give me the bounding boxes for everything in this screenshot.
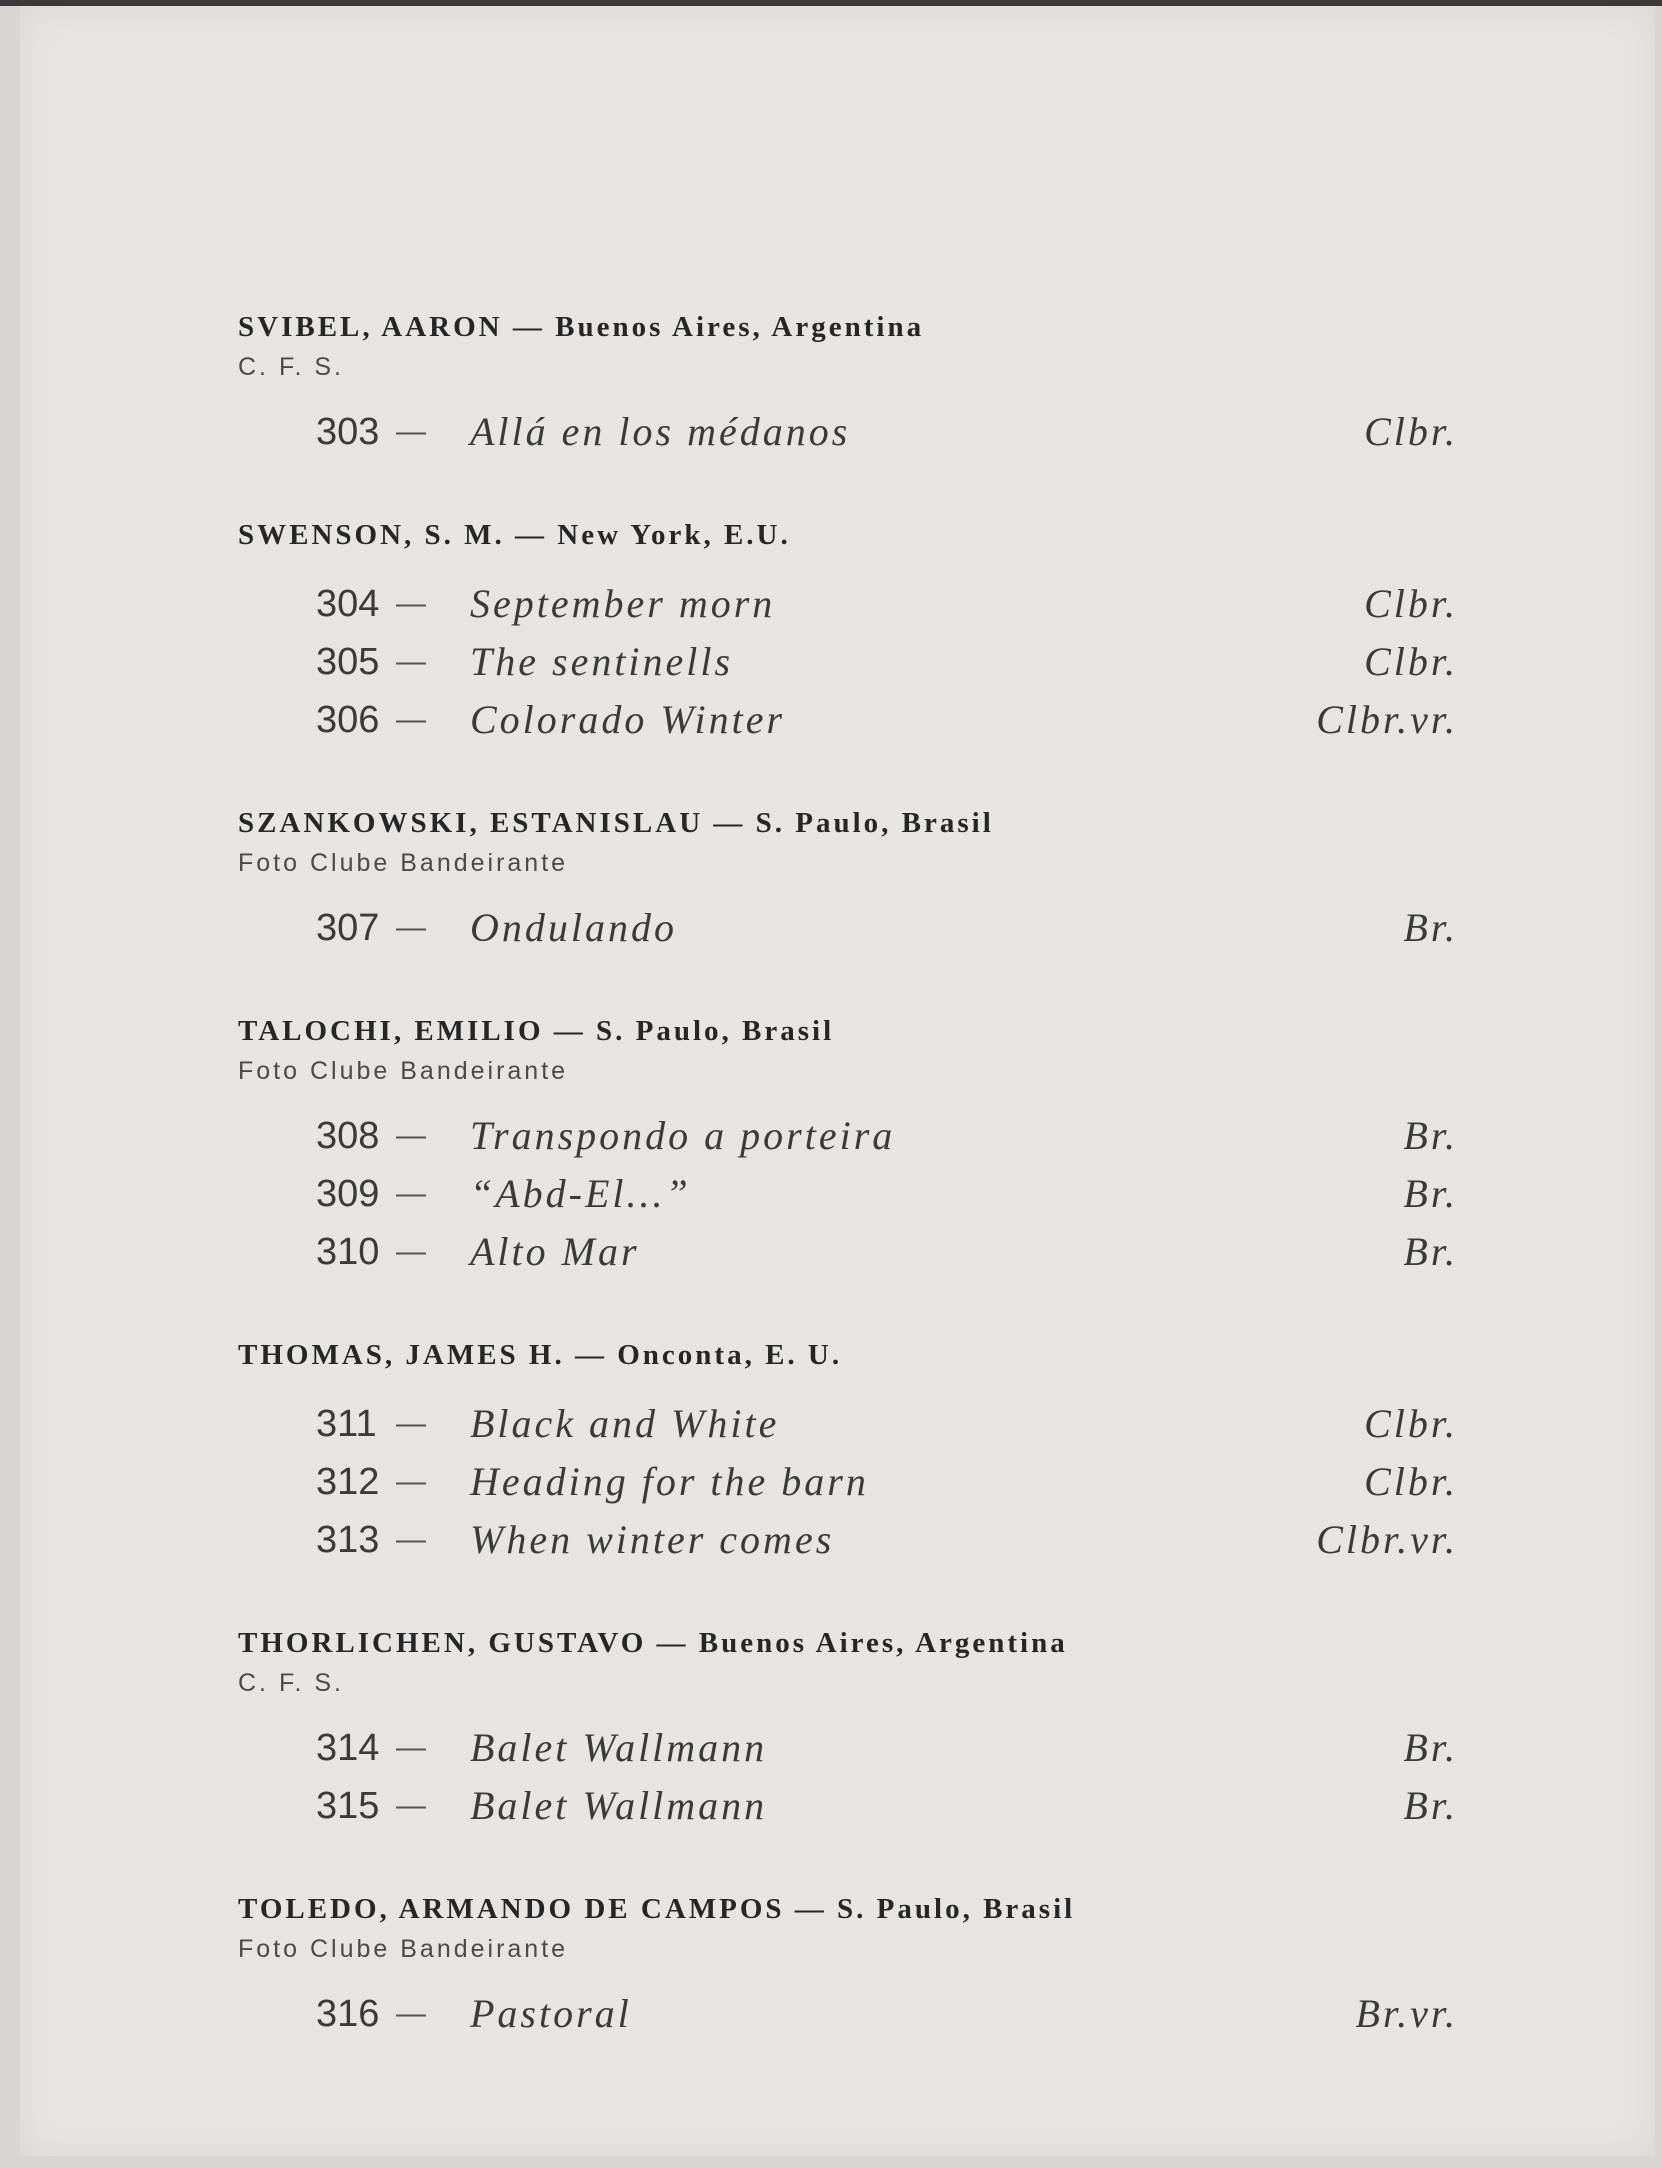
work-number: 310: [316, 1231, 380, 1273]
work-technique: Br.: [1403, 1725, 1458, 1770]
work-title: When winter comes: [470, 1517, 835, 1562]
work-row: [238, 1777, 1458, 1835]
work-technique: Br.: [1403, 1171, 1458, 1216]
works-list: [238, 1107, 1458, 1281]
work-technique: Clbr.: [1364, 1459, 1458, 1504]
work-number: 304: [316, 583, 380, 625]
work-title: Colorado Winter: [470, 697, 786, 742]
work-row: [238, 1223, 1458, 1281]
work-dash: —: [396, 645, 426, 678]
work-technique: Br.vr.: [1355, 1991, 1458, 2036]
work-number: 315: [316, 1785, 380, 1827]
works-list: [238, 899, 1458, 957]
work-dash: —: [396, 1119, 426, 1152]
exhibitor-entry: [238, 1009, 1458, 1281]
work-number: 306: [316, 699, 380, 741]
works-list: [238, 1395, 1458, 1569]
work-title: The sentinells: [470, 639, 734, 684]
work-title: Pastoral: [470, 1991, 632, 2036]
exhibitor-heading: SZANKOWSKI, ESTANISLAU — S. Paulo, Brasil: [238, 807, 994, 839]
exhibitor-heading: SVIBEL, AARON — Buenos Aires, Argentina: [238, 311, 925, 343]
work-technique: Clbr.: [1364, 1401, 1458, 1446]
work-technique: Br.: [1403, 1113, 1458, 1158]
work-title: Allá en los médanos: [470, 409, 851, 454]
work-number: 314: [316, 1727, 380, 1769]
work-dash: —: [396, 1997, 426, 2030]
work-dash: —: [396, 1731, 426, 1764]
work-row: [238, 1453, 1458, 1511]
exhibitor-entry: [238, 513, 1458, 749]
work-number: 313: [316, 1519, 380, 1561]
work-number: 307: [316, 907, 380, 949]
catalog-entries: [238, 305, 1458, 2095]
work-row: [238, 403, 1458, 461]
exhibitor-club: C. F. S.: [238, 1669, 344, 1697]
work-row: [238, 1165, 1458, 1223]
work-dash: —: [396, 703, 426, 736]
work-technique: Br.: [1403, 1229, 1458, 1274]
exhibitor-club: Foto Clube Bandeirante: [238, 1057, 569, 1085]
exhibitor-club: C. F. S.: [238, 353, 344, 381]
works-list: [238, 1985, 1458, 2043]
work-row: [238, 691, 1458, 749]
work-title: Alto Mar: [470, 1229, 640, 1274]
exhibitor-entry: [238, 801, 1458, 957]
work-row: [238, 1395, 1458, 1453]
work-technique: Br.: [1403, 1783, 1458, 1828]
works-list: [238, 1719, 1458, 1835]
work-title: Heading for the barn: [470, 1459, 869, 1504]
work-row: [238, 899, 1458, 957]
work-row: [238, 633, 1458, 691]
work-technique: Clbr.vr.: [1316, 1517, 1458, 1562]
work-title: Balet Wallmann: [470, 1783, 768, 1828]
work-number: 303: [316, 411, 380, 453]
work-row: [238, 1511, 1458, 1569]
exhibitor-heading: THORLICHEN, GUSTAVO — Buenos Aires, Argentina: [238, 1627, 1068, 1659]
work-row: [238, 575, 1458, 633]
work-dash: —: [396, 1235, 426, 1268]
exhibitor-entry: [238, 305, 1458, 461]
exhibitor-heading: TALOCHI, EMILIO — S. Paulo, Brasil: [238, 1015, 835, 1047]
exhibitor-club: Foto Clube Bandeirante: [238, 849, 569, 877]
work-dash: —: [396, 1523, 426, 1556]
works-list: [238, 403, 1458, 461]
work-title: Balet Wallmann: [470, 1725, 768, 1770]
work-technique: Br.: [1403, 905, 1458, 950]
exhibitor-heading: TOLEDO, ARMANDO DE CAMPOS — S. Paulo, Brasil: [238, 1893, 1076, 1925]
work-technique: Clbr.: [1364, 581, 1458, 626]
work-title: September morn: [470, 581, 776, 626]
exhibitor-entry: [238, 1333, 1458, 1569]
work-number: 311: [316, 1403, 377, 1445]
exhibitor-heading: THOMAS, JAMES H. — Onconta, E. U.: [238, 1339, 843, 1371]
exhibitor-entry: [238, 1621, 1458, 1835]
work-number: 308: [316, 1115, 380, 1157]
work-number: 312: [316, 1461, 380, 1503]
exhibitor-entry: [238, 1887, 1458, 2043]
work-dash: —: [396, 415, 426, 448]
work-number: 316: [316, 1993, 380, 2035]
work-technique: Clbr.: [1364, 409, 1458, 454]
work-dash: —: [396, 1465, 426, 1498]
works-list: [238, 575, 1458, 749]
work-row: [238, 1985, 1458, 2043]
work-title: “Abd-El...”: [470, 1171, 691, 1216]
work-dash: —: [396, 587, 426, 620]
work-row: [238, 1107, 1458, 1165]
work-dash: —: [396, 1789, 426, 1822]
work-title: Transpondo a porteira: [470, 1113, 896, 1158]
work-title: Ondulando: [470, 905, 677, 950]
exhibitor-club: Foto Clube Bandeirante: [238, 1935, 569, 1963]
work-dash: —: [396, 911, 426, 944]
work-technique: Clbr.: [1364, 639, 1458, 684]
work-dash: —: [396, 1177, 426, 1210]
work-number: 309: [316, 1173, 380, 1215]
work-technique: Clbr.vr.: [1316, 697, 1458, 742]
work-row: [238, 1719, 1458, 1777]
work-number: 305: [316, 641, 380, 683]
work-dash: —: [396, 1407, 426, 1440]
exhibitor-heading: SWENSON, S. M. — New York, E.U.: [238, 519, 791, 551]
work-title: Black and White: [470, 1401, 780, 1446]
